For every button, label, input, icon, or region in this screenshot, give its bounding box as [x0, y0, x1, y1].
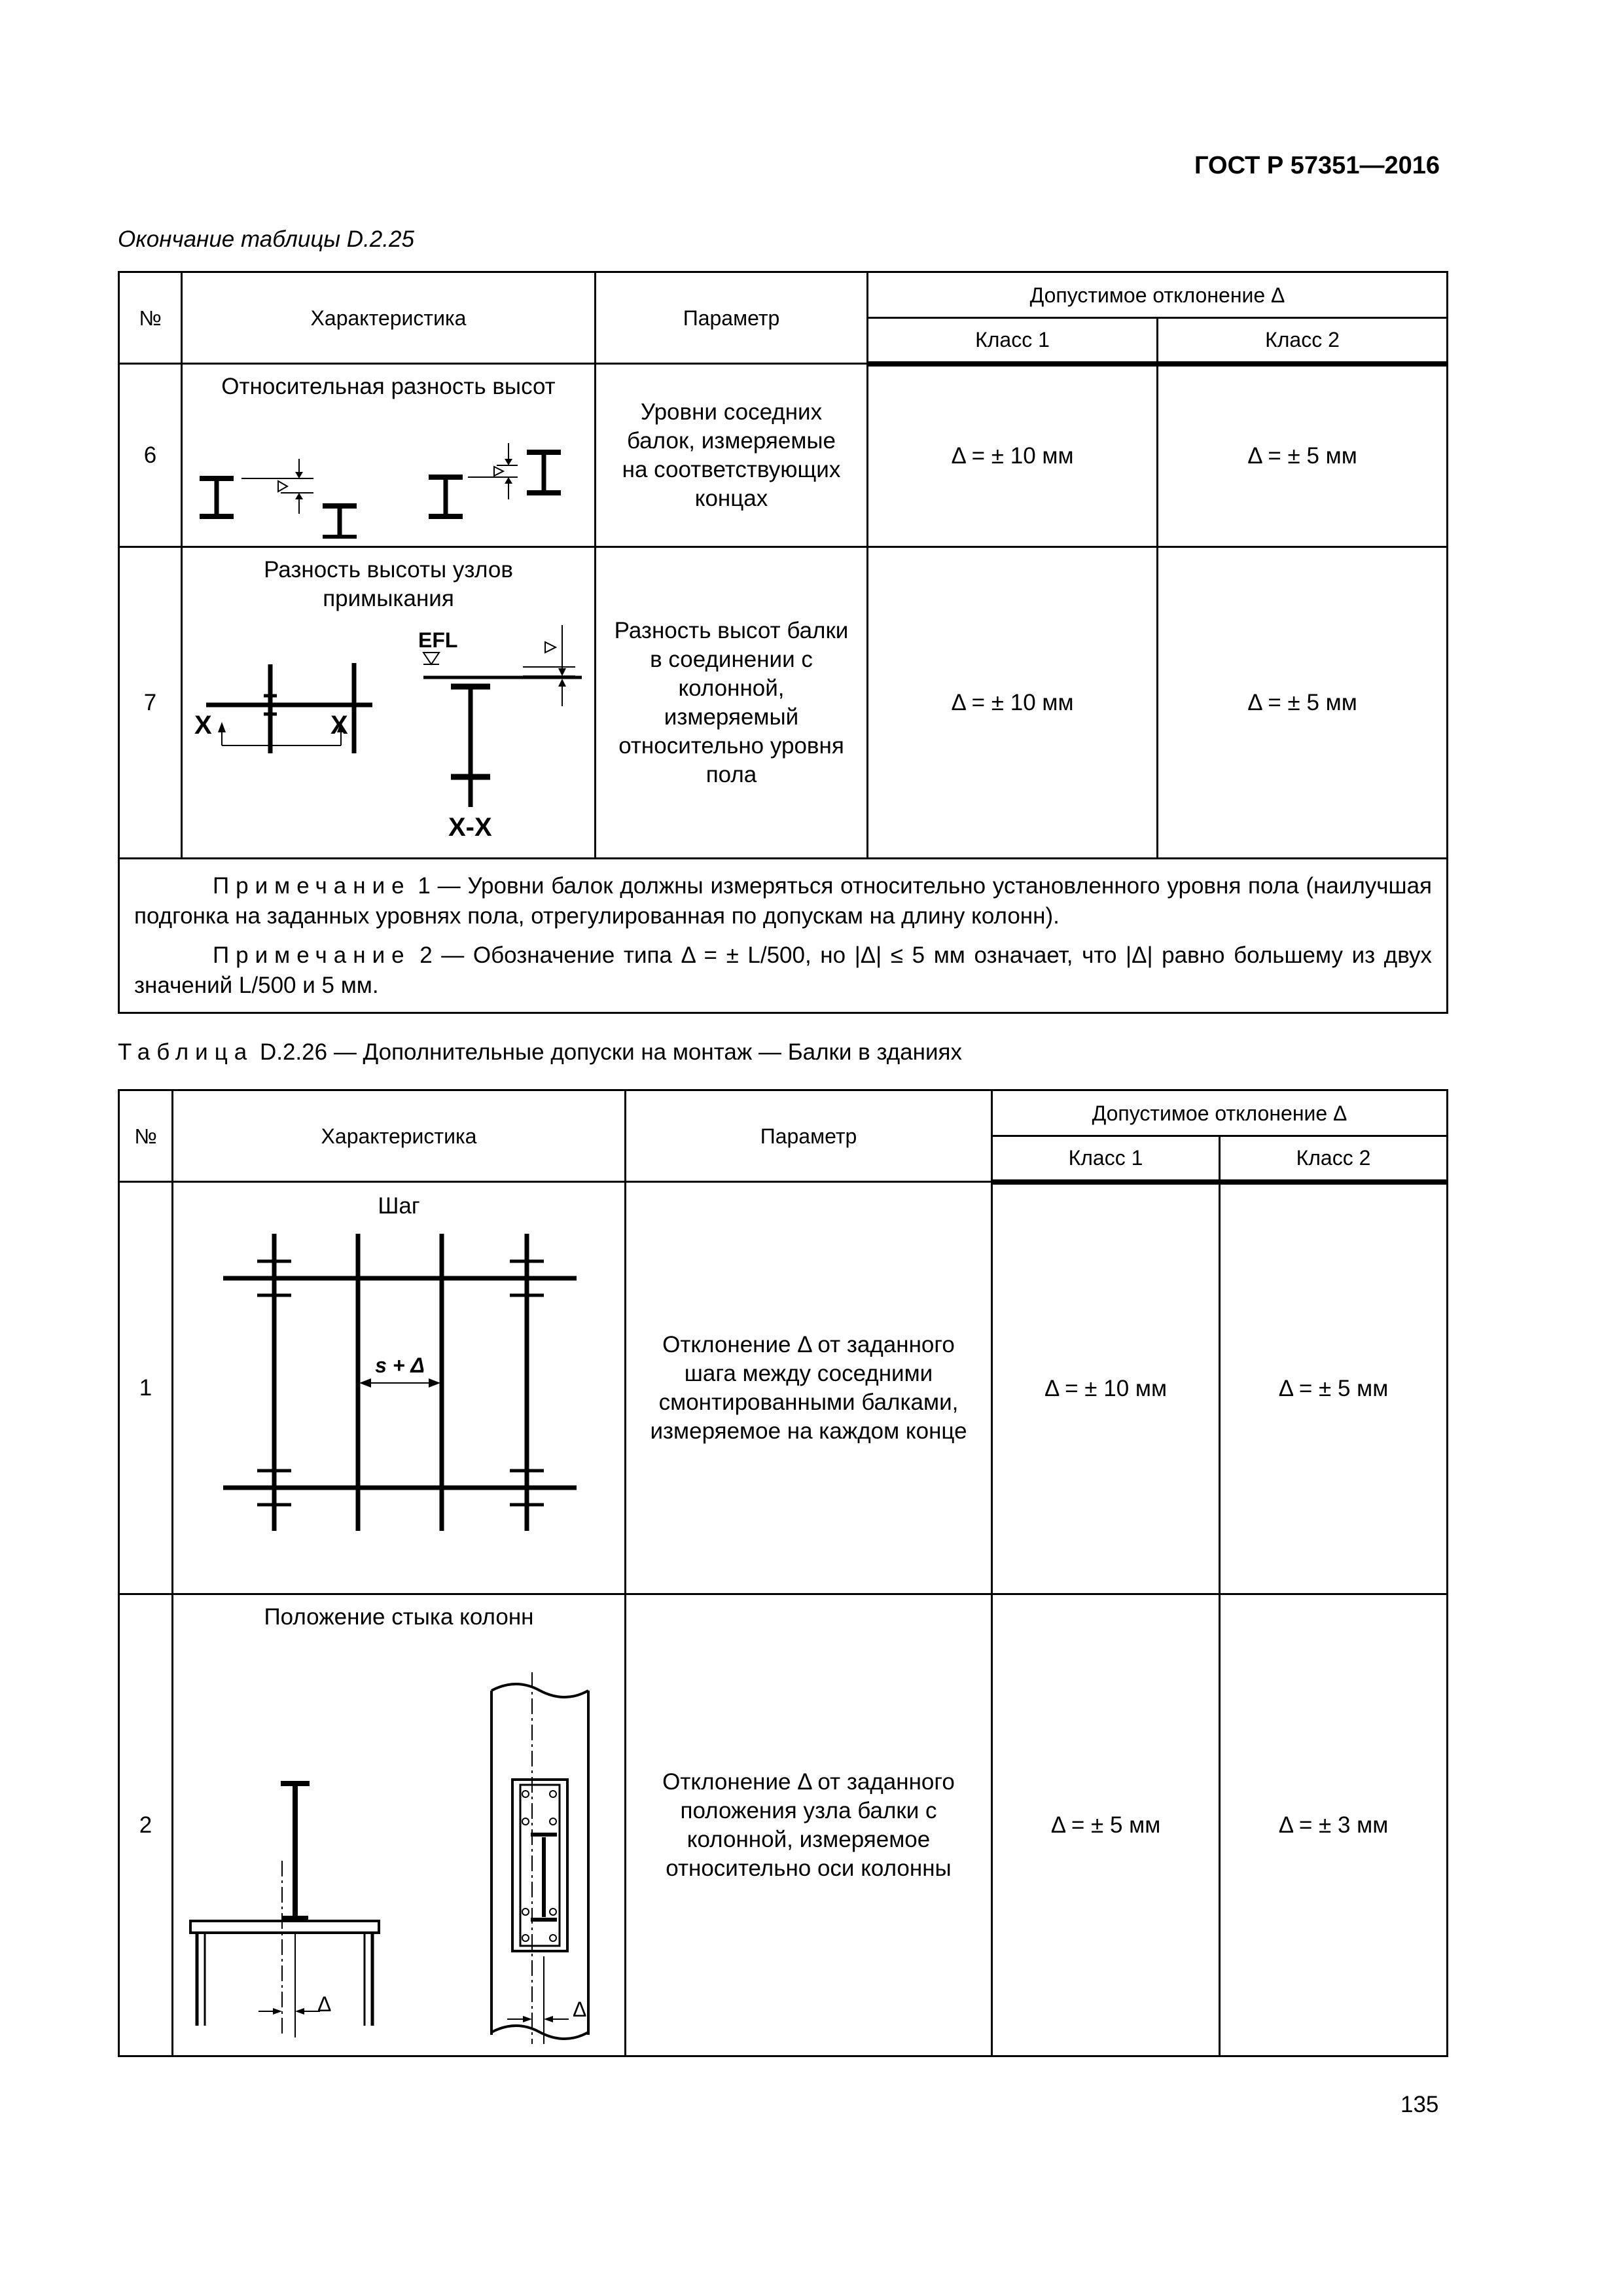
class2-value: Δ = ± 5 мм [1158, 364, 1448, 547]
delta-label-right: Δ [573, 1998, 587, 2021]
characteristic-label: Относительная разность высот [221, 374, 556, 399]
beam-spacing-diagram [173, 1221, 625, 1574]
col-header-class1: Класс 1 [992, 1136, 1220, 1182]
row-number: 2 [119, 1594, 173, 2056]
parameter-cell: Отклонение Δ от заданного шага между соседними смонтированными балками, измеряемое на каждом конце [626, 1182, 992, 1594]
col-header-parameter: Параметр [596, 272, 868, 364]
characteristic-label: Положение стыка колонн [264, 1604, 534, 1630]
efl-label: EFL [418, 628, 458, 652]
column-joint-position-diagram [173, 1632, 625, 2044]
class1-value: Δ = ± 10 мм [992, 1182, 1220, 1594]
col-header-class2: Класс 2 [1158, 318, 1448, 364]
characteristic-label: Разность высоты узлов примыкания [264, 557, 513, 611]
class2-value: Δ = ± 3 мм [1220, 1594, 1448, 2056]
row-number: 7 [119, 547, 182, 859]
class1-value: Δ = ± 5 мм [992, 1594, 1220, 2056]
col-header-no: № [119, 272, 182, 364]
characteristic-label: Шаг [378, 1193, 420, 1219]
spacing-label: s + Δ [375, 1354, 425, 1377]
parameter-cell: Разность высот балки в соединении с колонной, измеряемый относительно уровня пола [596, 547, 868, 859]
standard-designation: ГОСТ Р 57351—2016 [1194, 152, 1440, 179]
table-d2-26-title: Таблица D.2.26 — Дополнительные допуски на монтаж — Балки в зданиях [118, 1039, 962, 1065]
notes-cell [119, 859, 1448, 1013]
col-header-characteristic: Характеристика [182, 272, 596, 364]
characteristic-cell [182, 547, 596, 859]
table-row [119, 547, 1448, 859]
note-2: Примечание 2 — Обозначение типа Δ = ± L/500, но |Δ| ≤ 5 мм означает, что |Δ| равно большему из двух значений L/500 и 5 мм. [134, 942, 1433, 998]
col-header-parameter: Параметр [626, 1090, 992, 1182]
characteristic-cell [173, 1594, 626, 2056]
table-d2-26 [118, 1089, 1448, 2057]
section-label: X-X [448, 813, 492, 842]
section-mark-right: X [330, 711, 348, 740]
row-number: 6 [119, 364, 182, 547]
col-header-no: № [119, 1090, 173, 1182]
section-mark-left: X [194, 711, 212, 740]
col-header-deviation: Допустимое отклонение Δ [868, 272, 1448, 318]
relative-height-difference-diagram [183, 401, 595, 539]
parameter-cell: Уровни соседних балок, измеряемые на соответствующих концах [596, 364, 868, 547]
col-header-class2: Класс 2 [1220, 1136, 1448, 1182]
delta-label-left: Δ [317, 1992, 332, 2016]
table-continuation-caption: Окончание таблицы D.2.25 [118, 226, 414, 252]
class1-value: Δ = ± 10 мм [868, 547, 1158, 859]
parameter-cell: Отклонение Δ от заданного положения узла балки с колонной, измеряемое относительно оси колонны [626, 1594, 992, 2056]
table-row [119, 1594, 1448, 2056]
class2-value: Δ = ± 5 мм [1158, 547, 1448, 859]
table-row [119, 1182, 1448, 1594]
junction-height-difference-diagram [183, 613, 595, 850]
class2-value: Δ = ± 5 мм [1220, 1182, 1448, 1594]
class1-value: Δ = ± 10 мм [868, 364, 1158, 547]
note-1: Примечание 1 — Уровни балок должны измеряться относительно установленного уровня пола (наилучшая подгонка на заданных уровнях пола, отрегулированная по допускам на длину колонн). [134, 872, 1433, 929]
col-header-deviation: Допустимое отклонение Δ [992, 1090, 1448, 1136]
page-number: 135 [1400, 2092, 1439, 2117]
notes-row [119, 859, 1448, 1013]
col-header-characteristic: Характеристика [173, 1090, 626, 1182]
table-d2-25 [118, 271, 1448, 1014]
col-header-class1: Класс 1 [868, 318, 1158, 364]
row-number: 1 [119, 1182, 173, 1594]
table-row [119, 364, 1448, 547]
characteristic-cell [182, 364, 596, 547]
characteristic-cell [173, 1182, 626, 1594]
